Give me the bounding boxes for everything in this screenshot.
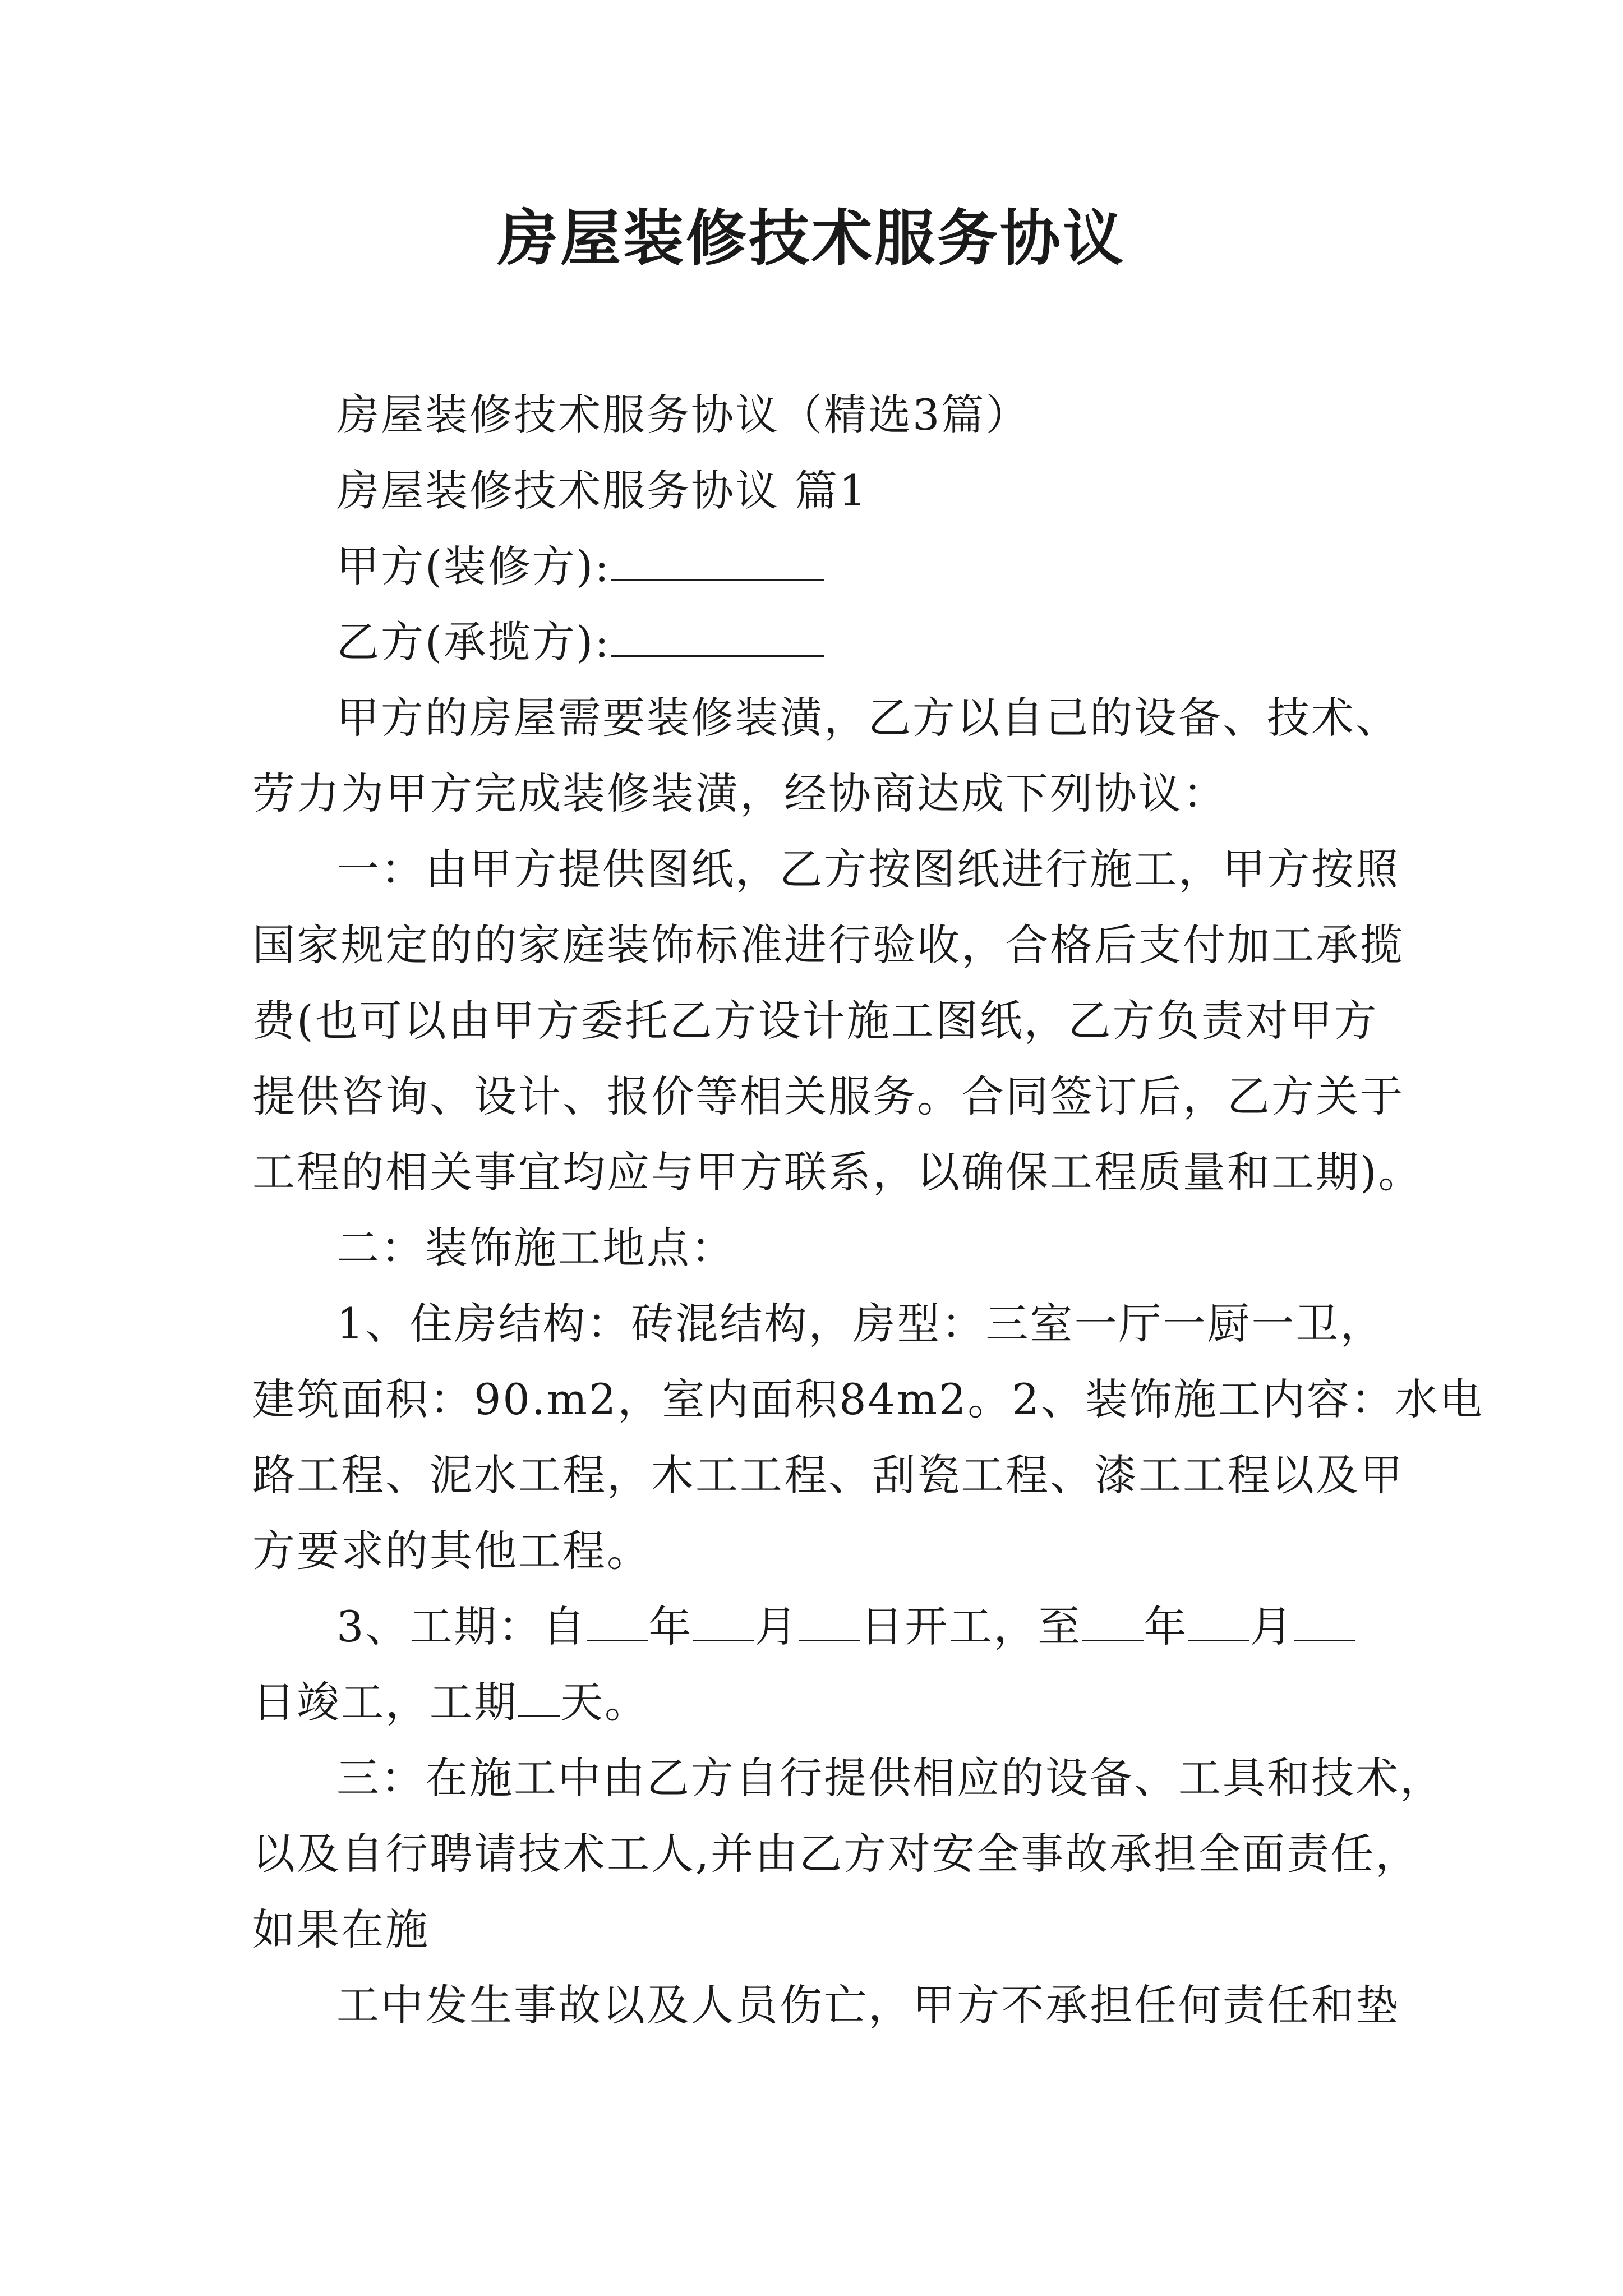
paragraph-line: 一：由甲方提供图纸，乙方按图纸进行施工，甲方按照 — [336, 844, 1400, 894]
section-heading: 房屋装修技术服务协议 篇1 — [336, 466, 868, 516]
schedule-year-label: 年 — [1144, 1602, 1188, 1651]
paragraph-line: 三：在施工中由乙方自行提供相应的设备、工具和技术， — [336, 1753, 1444, 1803]
blank-field — [587, 1606, 648, 1641]
paragraph-line: 二：装饰施工地点： — [336, 1223, 735, 1273]
schedule-line — [336, 1590, 1355, 1663]
paragraph-line: 如果在施 — [252, 1904, 430, 1954]
blank-field — [1082, 1606, 1144, 1641]
party-a-label: 甲方(装修方): — [336, 541, 611, 591]
schedule-prefix: 3、工期：自 — [336, 1602, 587, 1651]
party-b-line — [336, 606, 824, 679]
paragraph-line: 1、住房结构：砖混结构，房型：三室一厅一厨一卫， — [336, 1299, 1385, 1349]
party-b-label: 乙方(承揽方): — [336, 617, 611, 667]
paragraph-line: 建筑面积：90.m2，室内面积84m2。2、装饰施工内容：水电 — [252, 1374, 1484, 1424]
blank-field — [1294, 1606, 1355, 1641]
paragraph-line: 国家规定的的家庭装饰标准进行验收，合格后支付加工承揽 — [252, 920, 1404, 970]
schedule-days-label: 天。 — [560, 1677, 649, 1727]
paragraph-line: 工程的相关事宜均应与甲方联系，以确保工程质量和工期)。 — [252, 1147, 1423, 1197]
schedule-line-2 — [252, 1666, 649, 1739]
paragraph-line: 路工程、泥水工程，木工工程、刮瓷工程、漆工工程以及甲 — [252, 1450, 1404, 1500]
schedule-year-label: 年 — [648, 1602, 693, 1651]
schedule-start-label: 日开工，至 — [860, 1602, 1082, 1651]
schedule-month-label: 月 — [1249, 1602, 1294, 1651]
paragraph-line: 工中发生事故以及人员伤亡，甲方不承担任何责任和垫 — [336, 1980, 1400, 2030]
paragraph-line: 以及自行聘请技术工人,并由乙方对安全事故承担全面责任， — [252, 1829, 1420, 1879]
blank-field — [518, 1682, 560, 1717]
blank-field — [693, 1606, 754, 1641]
subtitle: 房屋装修技术服务协议（精选3篇） — [336, 390, 1030, 440]
paragraph-line: 提供咨询、设计、报价等相关服务。合同签订后，乙方关于 — [252, 1071, 1404, 1121]
schedule-end-label: 日竣工，工期 — [252, 1677, 518, 1727]
paragraph-line: 劳力为甲方完成装修装潢，经协商达成下列协议： — [252, 769, 1227, 818]
blank-field — [1188, 1606, 1249, 1641]
party-a-blank — [611, 546, 824, 581]
paragraph-line: 甲方的房屋需要装修装潢，乙方以自己的设备、技术、 — [336, 693, 1400, 743]
party-a-line — [336, 530, 824, 603]
paragraph-line: 费(也可以由甲方委托乙方设计施工图纸，乙方负责对甲方 — [252, 996, 1378, 1046]
paragraph-line: 方要求的其他工程。 — [252, 1526, 651, 1576]
schedule-month-label: 月 — [754, 1602, 799, 1651]
party-b-blank — [611, 622, 824, 657]
blank-field — [799, 1606, 860, 1641]
document-title: 房屋装修技术服务协议 — [497, 203, 1126, 274]
